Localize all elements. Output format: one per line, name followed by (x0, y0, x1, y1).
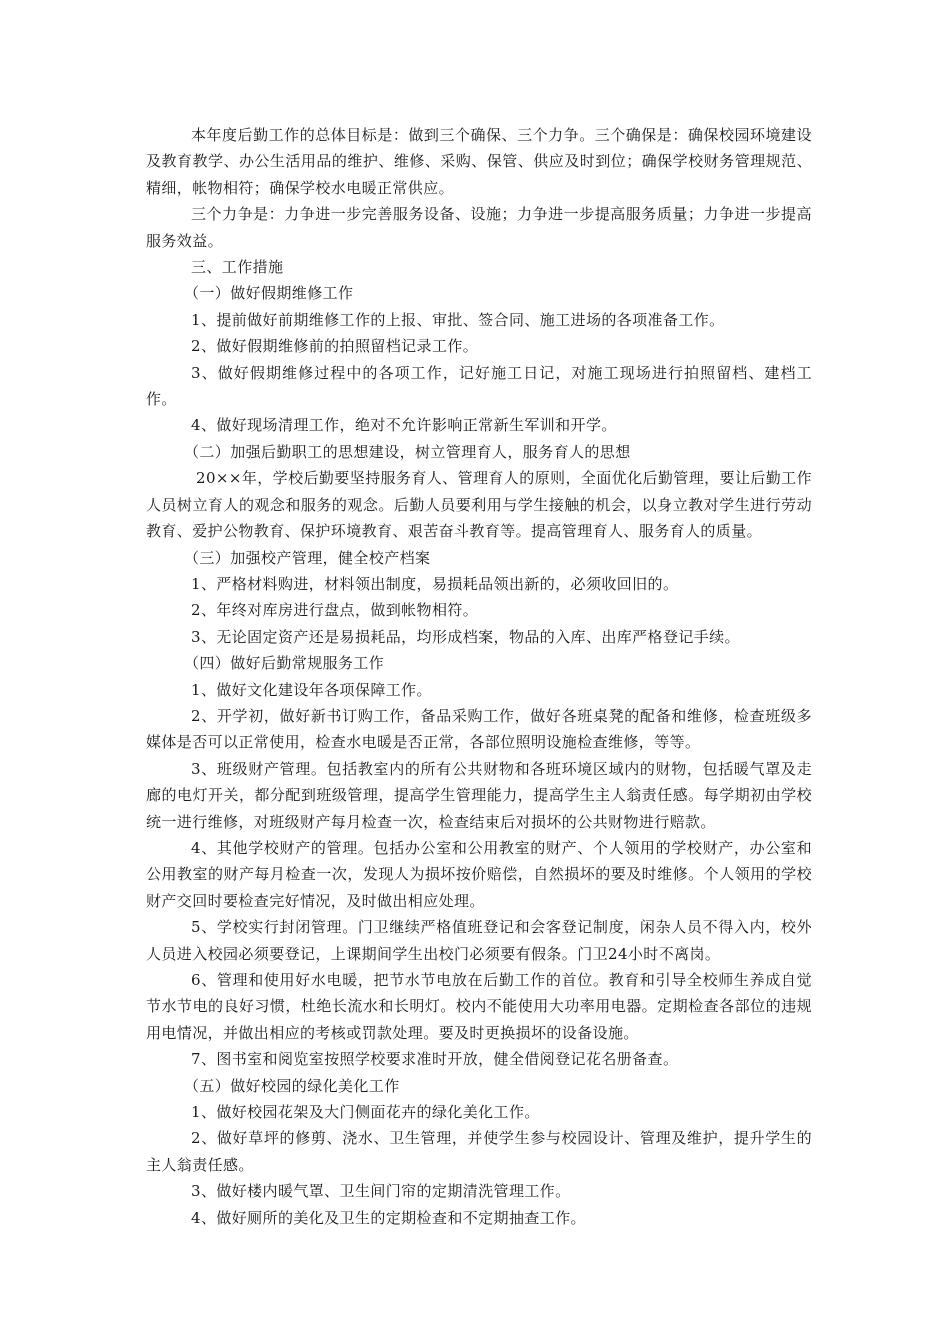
list-item: 1、提前做好前期维修工作的上报、审批、签合同、施工进场的各项准备工作。 (191, 310, 725, 329)
list-item: 1、做好文化建设年各项保障工作。 (191, 680, 432, 699)
list-item: 1、做好校园花架及大门侧面花卉的绿化美化工作。 (191, 1103, 540, 1122)
list-item: 4、做好厕所的美化及卫生的定期检查和不定期抽查工作。 (191, 1208, 586, 1227)
list-item: 7、图书室和阅览室按照学校要求准时开放，健全借阅登记花名册备查。 (191, 1050, 679, 1069)
list-item: 3、做好楼内暖气罩、卫生间门帘的定期清洗管理工作。 (191, 1182, 571, 1201)
list-item: 2、做好草坪的修剪、浇水、卫生管理，并使学生参与校园设计、管理及维护，提升学生的主人翁责任感。 (146, 1129, 812, 1174)
list-item: 4、其他学校财产的管理。包括办公室和公用教室的财产、个人领用的学校财产，办公室和公用教室的财产每月检查一次，发现人为损坏按价赔偿，自然损坏的要及时维修。个人领用的学校财产交回时要检查完好情况，及时做出相应处理。 (146, 838, 812, 910)
list-item: 6、管理和使用好水电暖，把节水节电放在后勤工作的首位。教育和引导全校师生养成自觉节水节电的良好习惯，杜绝长流水和长明灯。校内不能使用大功率用电器。定期检查各部位的违规用电情况，并做出相应的考核或罚款处理。要及时更换损坏的设备设施。 (146, 971, 812, 1042)
paragraph-overall-goal: 本年度后勤工作的总体目标是：做到三个确保、三个力争。三个确保是：确保校园环境建设及教育教学、办公生活用品的维护、维修、采购、保管、供应及时到位；确保学校财务管理规范、精细，帐物相符；确保学校水电暖正常供应。 (146, 126, 812, 197)
list-item: 4、做好现场清理工作，绝对不允许影响正常新生军训和开学。 (191, 416, 617, 435)
subheading-asset-management: （三）加强校产管理，健全校产档案 (184, 548, 431, 567)
list-item: 3、班级财产管理。包括教室内的所有公共财物和各班环境区域内的财物，包括暖气罩及走廊的电灯开关，都分配到班级管理，提高学生管理能力，提高学生主人翁责任感。每学期初由学校统一进行维修，对班级财产每月检查一次，检查结束后对损坏的公共财物进行赔款。 (146, 759, 812, 831)
list-item: 1、严格材料购进，材料领出制度，易损耗品领出新的，必须收回旧的。 (191, 574, 679, 593)
list-item: 2、做好假期维修前的拍照留档记录工作。 (191, 337, 479, 356)
list-item: 3、做好假期维修过程中的各项工作，记好施工日记，对施工现场进行拍照留档、建档工作。 (146, 363, 812, 409)
subheading-holiday-repair: （一）做好假期维修工作 (184, 284, 354, 303)
list-item: 2、开学初，做好新书订购工作，备品采购工作，做好各班桌凳的配备和维修，检查班级多媒体是否可以正常使用，检查水电暖是否正常，各部位照明设施检查维修，等等。 (146, 706, 812, 752)
subheading-routine-service: （四）做好后勤常规服务工作 (184, 654, 385, 673)
subheading-greening: （五）做好校园的绿化美化工作 (184, 1076, 400, 1095)
paragraph-three-strives: 三个力争是：力争进一步完善服务设备、设施；力争进一步提高服务质量；力争进一步提高服务效益。 (146, 205, 812, 250)
section-heading-measures: 三、工作措施 (191, 258, 284, 277)
subheading-staff-thought: （二）加强后勤职工的思想建设，树立管理育人，服务育人的思想 (184, 442, 631, 461)
list-item: 2、年终对库房进行盘点，做到帐物相符。 (191, 601, 479, 620)
paragraph-education-principle: 20××年，学校后勤要坚持服务育人、管理育人的原则，全面优化后勤管理，要让后勤工作人员树立育人的观念和服务的观念。后勤人员要利用与学生接触的机会，以身立教对学生进行劳动教育、爱护公物教育、保护环境教育、艰苦奋斗教育等。提高管理育人、服务育人的质量。 (146, 469, 812, 541)
list-item: 3、无论固定资产还是易损耗品，均形成档案，物品的入库、出库严格登记手续。 (191, 627, 740, 646)
list-item: 5、学校实行封闭管理。门卫继续严格值班登记和会客登记制度，闲杂人员不得入内，校外人员进入校园必须要登记，上课期间学生出校门必须要有假条。门卫24小时不离岗。 (146, 918, 812, 963)
document-body (146, 122, 812, 1231)
